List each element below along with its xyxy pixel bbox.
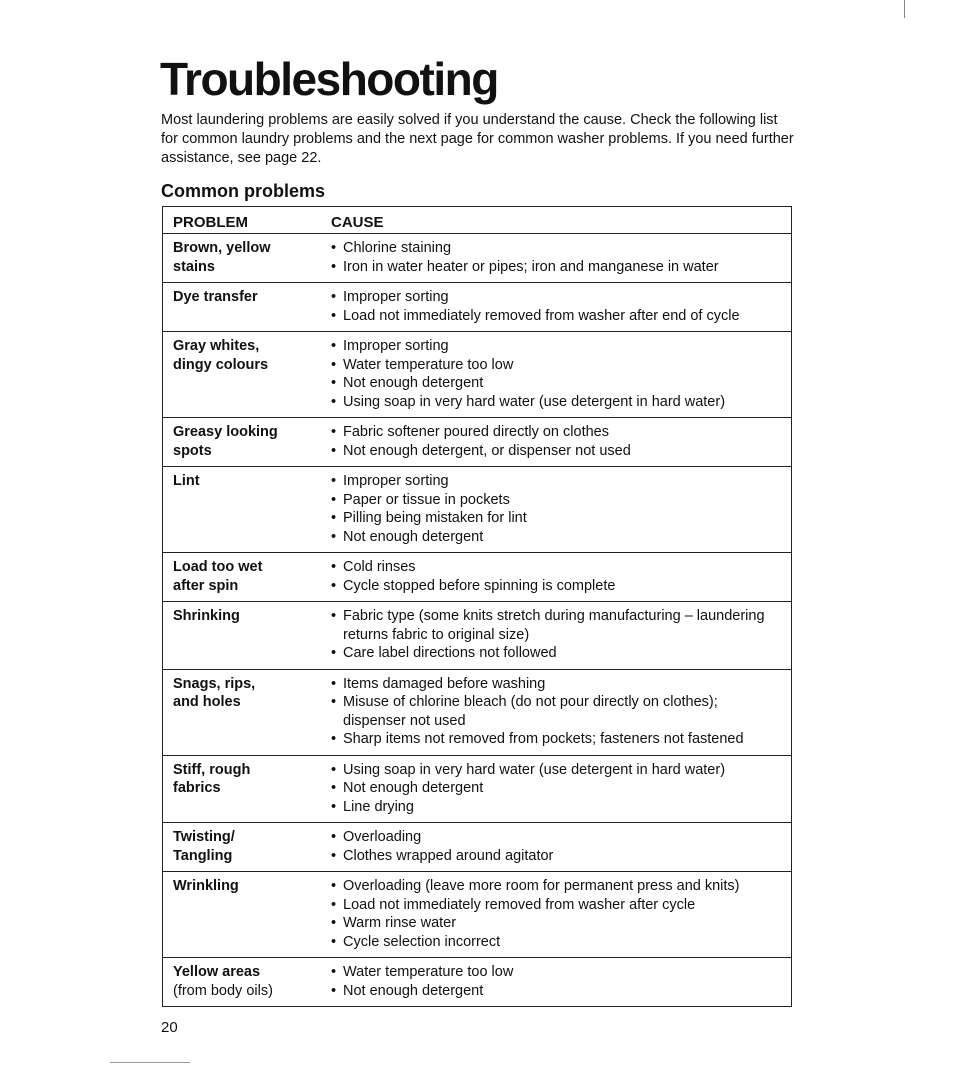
cause-cell — [321, 958, 792, 1007]
cause-item: • Overloading (leave more room for permanent press and knits) — [331, 877, 781, 896]
troubleshooting-table — [162, 206, 792, 1007]
cause-list — [331, 675, 781, 749]
cause-item: • Iron in water heater or pipes; iron and manganese in water — [331, 258, 781, 277]
cause-item: • Load not immediately removed from washer after end of cycle — [331, 307, 781, 326]
cause-item: • Line drying — [331, 798, 781, 817]
cause-item: • Not enough detergent — [331, 374, 781, 393]
cause-cell — [321, 872, 792, 958]
table-row — [163, 234, 792, 283]
cause-item: • Load not immediately removed from washer after cycle — [331, 896, 781, 915]
cause-item: • Clothes wrapped around agitator — [331, 847, 781, 866]
cause-item: • Not enough detergent — [331, 528, 781, 547]
cause-item: • Chlorine staining — [331, 239, 781, 258]
cause-list — [331, 423, 781, 460]
cause-item: • Improper sorting — [331, 337, 781, 356]
problem-cell — [163, 872, 322, 958]
problem-label: Lint — [173, 473, 200, 489]
cause-item: • Cold rinses — [331, 558, 781, 577]
cause-list — [331, 472, 781, 546]
problem-label: Wrinkling — [173, 878, 239, 894]
table-row — [163, 669, 792, 755]
cause-item: • Water temperature too low — [331, 356, 781, 375]
problem-label: Stiff, rough fabrics — [173, 761, 251, 796]
cause-cell — [321, 553, 792, 602]
cause-item: • Overloading — [331, 828, 781, 847]
cause-cell — [321, 669, 792, 755]
cause-item: • Warm rinse water — [331, 914, 781, 933]
problem-note: (from body oils) — [173, 982, 273, 999]
table-row — [163, 283, 792, 332]
cause-item: • Fabric softener poured directly on clothes — [331, 423, 781, 442]
problem-cell — [163, 418, 322, 467]
cause-item: • Pilling being mistaken for lint — [331, 509, 781, 528]
problem-cell — [163, 669, 322, 755]
page-number: 20 — [161, 1019, 178, 1036]
cause-item: • Cycle selection incorrect — [331, 933, 781, 952]
problem-cell — [163, 755, 322, 823]
problem-label: Gray whites, dingy colours — [173, 338, 269, 373]
table-row — [163, 823, 792, 872]
problem-label: Brown, yellow stains — [173, 240, 271, 275]
problem-cell — [163, 234, 322, 283]
cause-item: • Water temperature too low — [331, 963, 781, 982]
cause-column-header: CAUSE — [321, 207, 792, 234]
cause-cell — [321, 467, 792, 553]
table-row — [163, 467, 792, 553]
table-row — [163, 553, 792, 602]
cause-item: • Paper or tissue in pockets — [331, 491, 781, 510]
cause-item: • Care label directions not followed — [331, 644, 781, 663]
section-heading: Common problems — [161, 181, 326, 201]
problem-cell — [163, 553, 322, 602]
table-row — [163, 418, 792, 467]
table-row — [163, 332, 792, 418]
problem-label: Greasy looking spots — [173, 424, 278, 459]
cause-list — [331, 877, 781, 951]
page-edge-mark — [904, 0, 905, 18]
table-row — [163, 958, 792, 1007]
cause-cell — [321, 602, 792, 670]
cause-item: • Fabric type (some knits stretch during manufacturing – laundering returns fabric to original size) — [331, 607, 781, 644]
cause-item: • Using soap in very hard water (use detergent in hard water) — [331, 761, 781, 780]
problem-cell — [163, 467, 322, 553]
problem-label: Yellow areas — [173, 964, 261, 980]
cause-item: • Items damaged before washing — [331, 675, 781, 694]
cause-item: • Not enough detergent — [331, 779, 781, 798]
problem-label: Twisting/ Tangling — [173, 829, 235, 864]
footer-mark — [110, 1062, 190, 1063]
table-row — [163, 755, 792, 823]
problem-label: Snags, rips, and holes — [173, 675, 256, 710]
cause-cell — [321, 234, 792, 283]
cause-item: • Improper sorting — [331, 288, 781, 307]
problem-cell — [163, 823, 322, 872]
cause-item: • Using soap in very hard water (use detergent in hard water) — [331, 393, 781, 412]
problem-cell — [163, 602, 322, 670]
cause-list — [331, 963, 781, 1000]
cause-item: • Misuse of chlorine bleach (do not pour directly on clothes); dispenser not used — [331, 693, 781, 730]
problem-cell — [163, 283, 322, 332]
problem-cell — [163, 958, 322, 1007]
problem-label: Load too wet after spin — [173, 559, 263, 594]
problem-label: Dye transfer — [173, 289, 258, 305]
cause-cell — [321, 332, 792, 418]
problem-label: Shrinking — [173, 608, 240, 624]
problem-column-header: PROBLEM — [163, 207, 322, 234]
cause-list — [331, 761, 781, 817]
problem-cell — [163, 332, 322, 418]
cause-item: • Improper sorting — [331, 472, 781, 491]
cause-item: • Cycle stopped before spinning is complete — [331, 577, 781, 596]
table-header-row — [163, 207, 792, 234]
table-row — [163, 872, 792, 958]
table-row — [163, 602, 792, 670]
cause-cell — [321, 755, 792, 823]
cause-cell — [321, 823, 792, 872]
cause-item: • Sharp items not removed from pockets; fasteners not fastened — [331, 730, 781, 749]
cause-list — [331, 239, 781, 276]
cause-item: • Not enough detergent, or dispenser not used — [331, 442, 781, 461]
cause-item: • Not enough detergent — [331, 982, 781, 1001]
cause-list — [331, 337, 781, 411]
cause-list — [331, 607, 781, 663]
intro-paragraph: Most laundering problems are easily solved if you understand the cause. Check the following list for common laundry problems and the next page for common washer problems. If you need further assistance, see page 22. — [161, 112, 794, 166]
cause-cell — [321, 283, 792, 332]
page-title: Troubleshooting — [160, 53, 498, 105]
table-body — [163, 234, 792, 1007]
cause-cell — [321, 418, 792, 467]
cause-list — [331, 558, 781, 595]
cause-list — [331, 828, 781, 865]
cause-list — [331, 288, 781, 325]
